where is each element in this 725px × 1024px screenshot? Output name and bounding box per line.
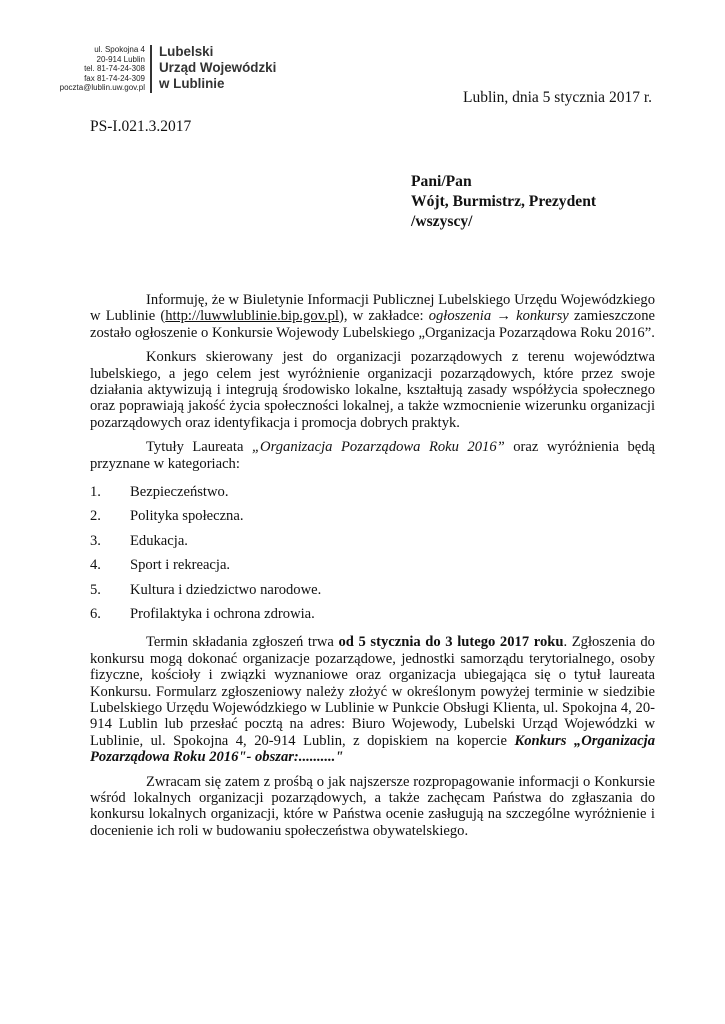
letterhead-divider <box>150 45 152 93</box>
para4-text-c: . Zgłoszenia do konkursu mogą dokonać organizacje pozarządowe, jednostki samorządu terytorialnego, osoby fizyczne, kościoły i związki wyznaniowe oraz organizacja ubiegająca się o tytuł laureata Konkursu. Formularz zgłoszeniowy należy złożyć w określonym powyżej terminie w siedzibie Lubelskiego Urzędu Wojewódzkiego w Lublinie w Punkcie Obsługi Klienta, ul. Spokojna 4, 20-914 Lublin lub przesłać pocztą na adres: Biuro Wojewody, Lubelski Urząd Wojewódzki w Lublinie, ul. Spokojna 4, 20-914 Lublin, z dopiskiem na kopercie <box>90 634 655 749</box>
para1-text-b: ), w zakładce: <box>339 308 429 325</box>
list-item-label: Kultura i dziedzictwo narodowe. <box>130 581 322 598</box>
list-item-number: 3. <box>90 532 101 549</box>
para1-text-d: zamieszczone zostało ogłoszenie o Konkursie Wojewody Lubelskiego „Organizacja Pozarządowa Roku 2016”. <box>90 308 655 341</box>
list-item <box>90 602 655 626</box>
list-item <box>90 480 655 504</box>
letterhead-address <box>30 45 145 93</box>
letterhead-name-line-3: w Lublinie <box>159 76 225 91</box>
letterhead-name-line-1: Lubelski <box>159 44 214 59</box>
letterhead-office-name <box>159 44 276 92</box>
addressee-line-2: Wójt, Burmistrz, Prezydent <box>411 193 597 210</box>
paragraph-contest-purpose: Konkurs skierowany jest do organizacji pozarządowych z terenu województwa lubelskiego, a jego celem jest wyróżnienie organizacji pozarządowych, które przez swoje działania aktywizują i integrują środowisko lokalne, kształtują zasady współżycia społecznego oraz poprawiają jakość życia społeczności lokalnej, a także wzmocnienie wizerunku organizacji pozarządowych oraz identyfikacja i promocja dobrych praktyk. <box>90 349 655 431</box>
paragraph-submission <box>90 634 655 765</box>
letterhead-fax: fax 81-74-24-309 <box>84 73 145 83</box>
list-item <box>90 578 655 602</box>
list-item-number: 4. <box>90 557 101 574</box>
list-item-number: 5. <box>90 581 101 598</box>
paragraph-request: Zwracam się zatem z prośbą o jak najszersze rozpropagowanie informacji o Konkursie wśród lokalnych organizacji pozarządowych, a także zachęcam Państwa do zgłaszania do konkursu lokalnych organizacji, które w Państwa ocenie zasługują na szczególne wyróżnienie i docenienie ich roli w budowaniu społeczeństwa obywatelskiego. <box>90 773 655 839</box>
addressee-line-3: /wszyscy/ <box>411 213 473 230</box>
list-item <box>90 553 655 577</box>
envelope-note: Konkurs „Organizacja Pozarządowa Roku 2016"- obszar:.........." <box>90 732 655 766</box>
addressee-line-1: Pani/Pan <box>411 173 472 190</box>
submission-deadline: od 5 stycznia do 3 lutego 2017 roku <box>338 634 564 651</box>
list-item-number: 2. <box>90 508 101 525</box>
list-item <box>90 529 655 553</box>
para4-text-a: Termin składania zgłoszeń trwa <box>146 634 339 651</box>
para3-text-c: oraz wyróżnienia będą przyznane w kategoriach: <box>90 439 656 472</box>
para1-text-a: Informuję, że w Biuletynie Informacji Publicznej Lubelskiego Urzędu Wojewódzkiego w Lublinie ( <box>90 292 655 325</box>
para3-text-a: Tytuły Laureata <box>146 439 252 456</box>
addressee-block <box>411 172 596 232</box>
categories-list <box>90 480 655 626</box>
reference-number: PS-I.021.3.2017 <box>90 118 192 135</box>
letterhead-city: 20-914 Lublin <box>96 54 145 64</box>
letterhead-street: ul. Spokojna 4 <box>94 45 145 54</box>
paragraph-announcement <box>90 292 655 341</box>
list-item-number: 1. <box>90 484 101 501</box>
para3-contest-title: „Organizacja Pozarządowa Roku 2016” <box>251 439 505 456</box>
letterhead-email: poczta@lublin.uw.gov.pl <box>59 83 145 93</box>
letterhead-phone: tel. 81-74-24-308 <box>84 64 145 74</box>
letter-date: Lublin, dnia 5 stycznia 2017 r. <box>463 89 652 106</box>
list-item-label: Sport i rekreacja. <box>130 557 231 574</box>
list-item-label: Polityka społeczna. <box>130 508 244 525</box>
list-item-label: Edukacja. <box>130 532 188 549</box>
list-item <box>90 504 655 528</box>
paragraph-titles <box>90 439 655 472</box>
para1-section-path: ogłoszenia → konkursy <box>428 308 569 325</box>
letterhead-name-line-2: Urząd Wojewódzki <box>159 60 277 75</box>
list-item-label: Bezpieczeństwo. <box>130 484 229 501</box>
list-item-number: 6. <box>90 606 101 622</box>
bip-link[interactable]: http://luwwlublinie.bip.gov.pl <box>165 308 339 325</box>
list-item-label: Profilaktyka i ochrona zdrowia. <box>130 606 315 622</box>
letter-body <box>90 292 655 847</box>
